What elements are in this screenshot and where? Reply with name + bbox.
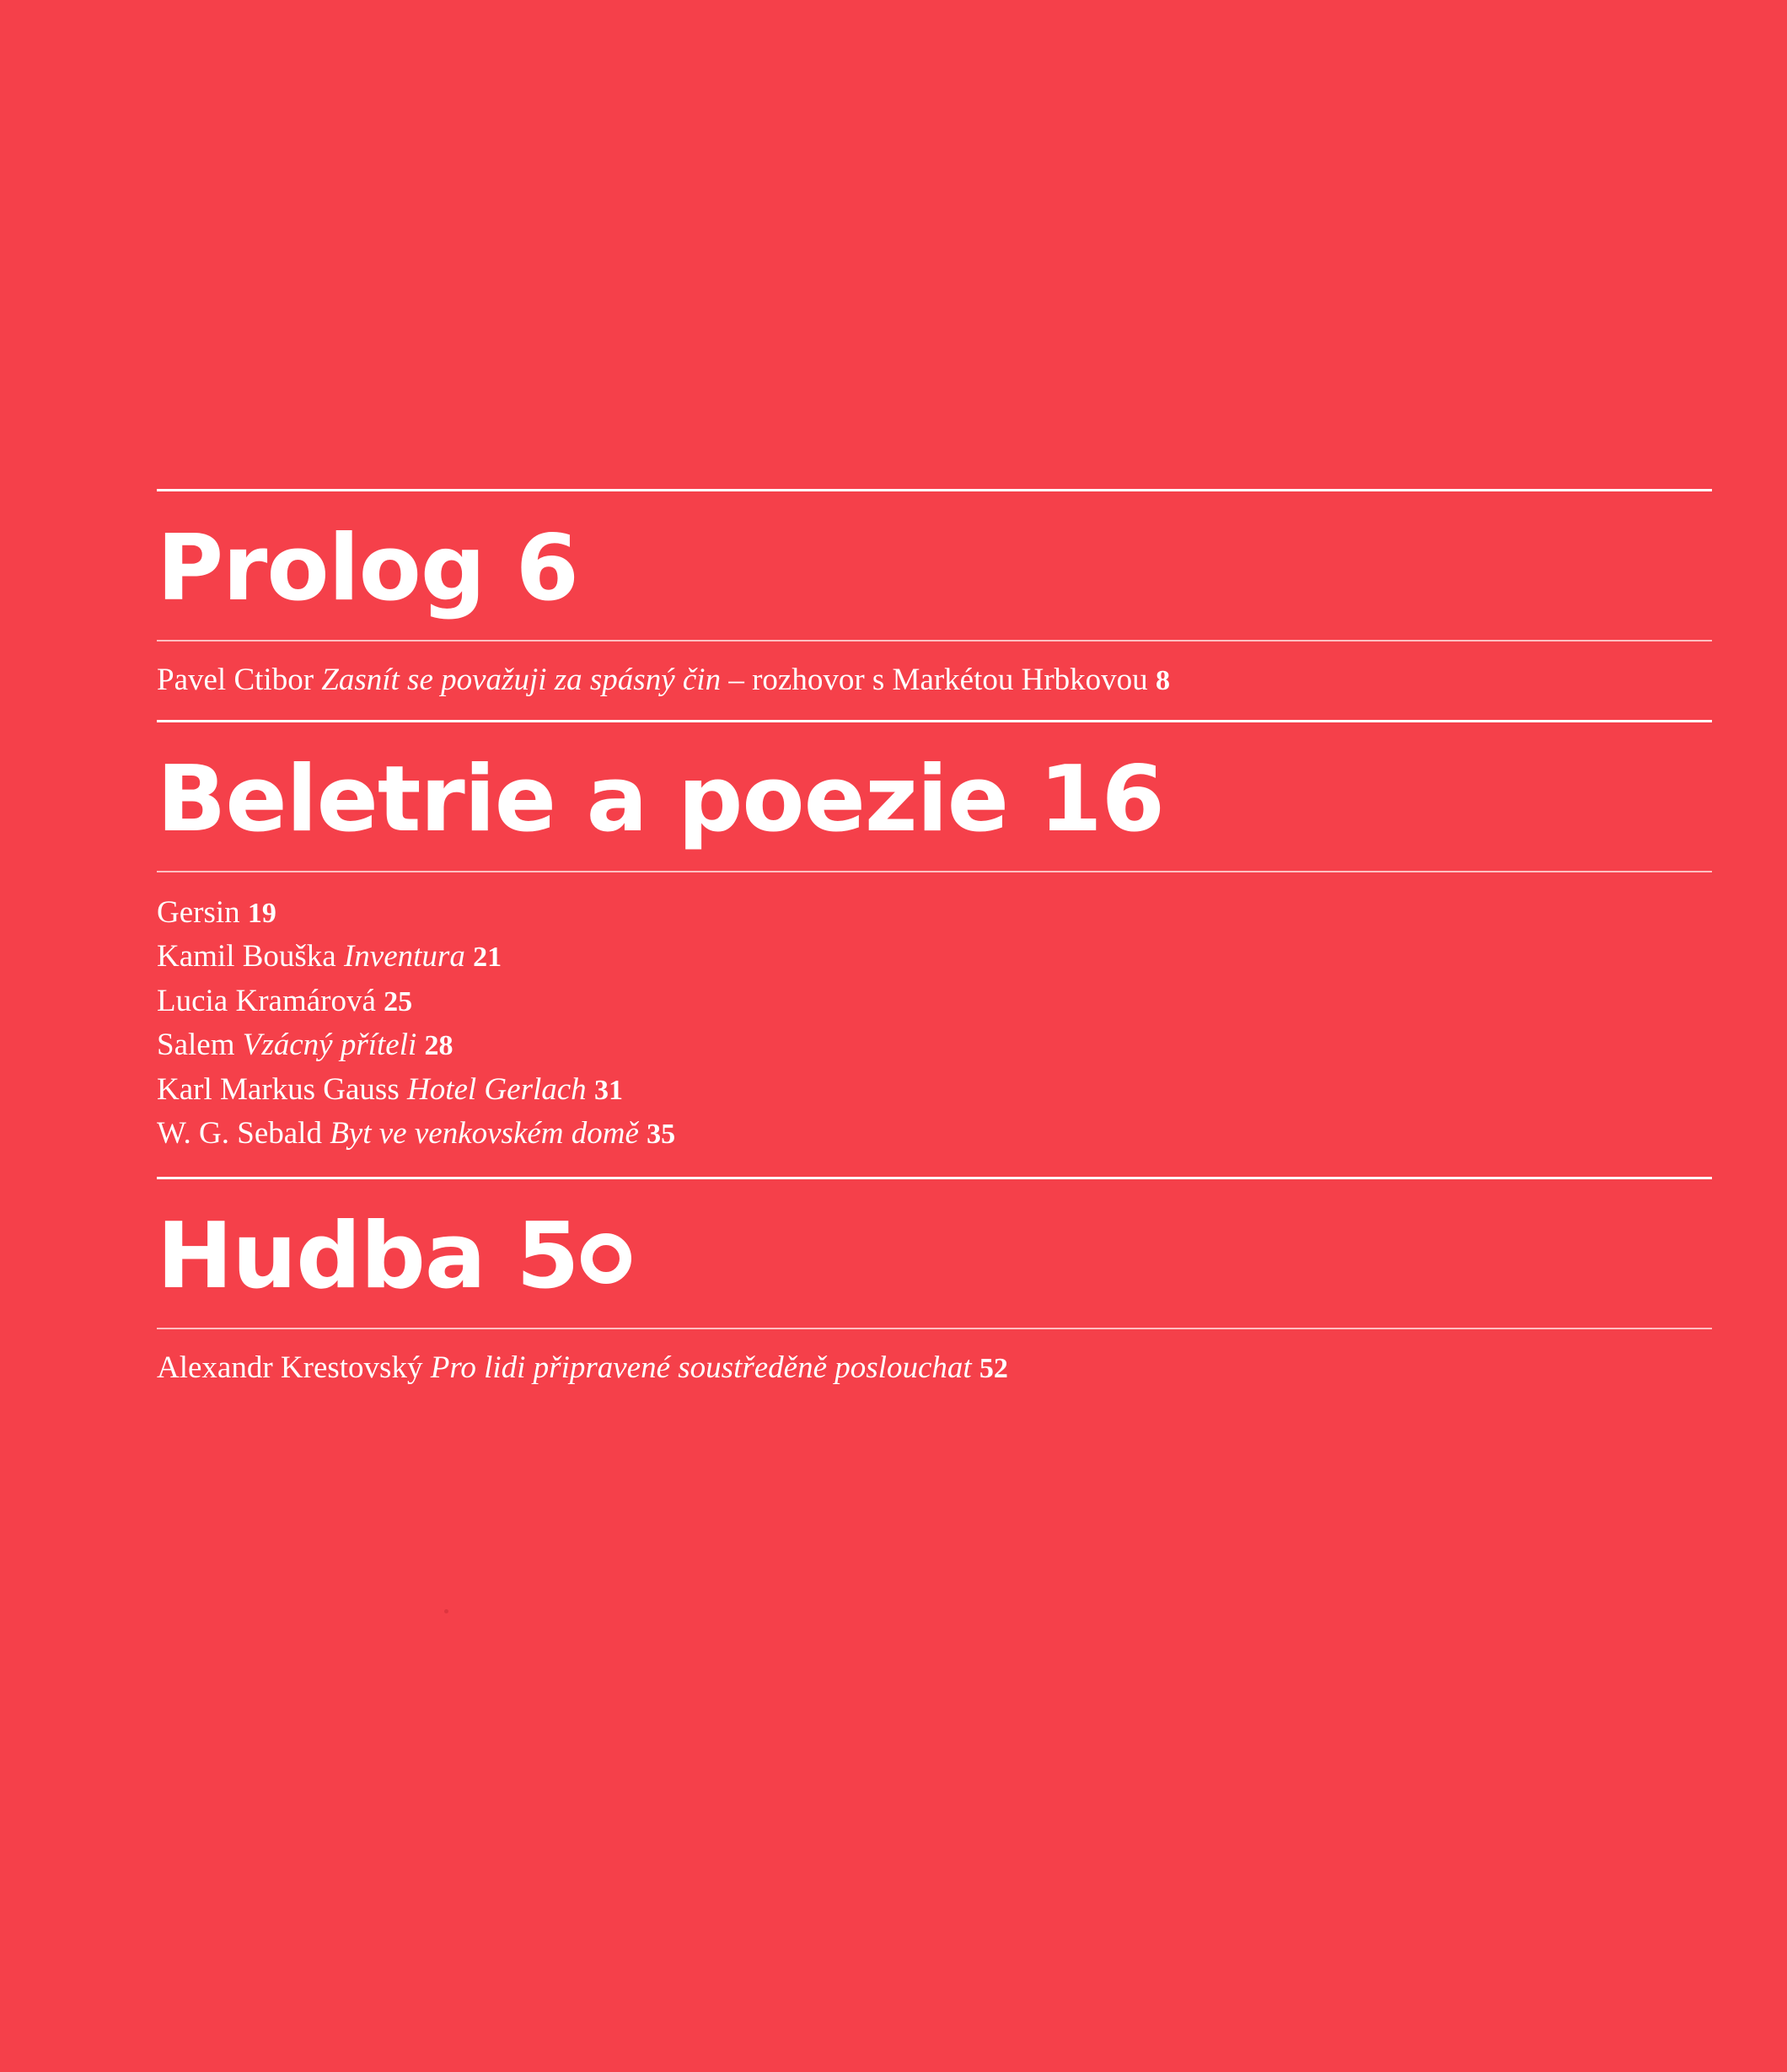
section-title-beletrie-a-poezie: Beletrie a poezie 16 bbox=[157, 746, 1164, 852]
entry-list-beletrie bbox=[157, 872, 1712, 1177]
entry-author: Pavel Ctibor bbox=[157, 663, 322, 697]
entry-suffix bbox=[639, 1116, 647, 1151]
entry-page-number: 35 bbox=[647, 1119, 676, 1151]
entry-title: Zasnít se považuji za spásný čin bbox=[321, 663, 722, 697]
list-item[interactable] bbox=[157, 1023, 1712, 1068]
entry-author: Karl Markus Gauss bbox=[157, 1071, 407, 1107]
entry-title: Hotel Gerlach bbox=[406, 1071, 587, 1107]
list-item[interactable] bbox=[157, 1112, 1712, 1157]
table-of-contents bbox=[157, 489, 1712, 1407]
entry-suffix bbox=[972, 1350, 979, 1385]
entry-suffix bbox=[465, 939, 473, 974]
list-item[interactable] bbox=[157, 935, 1712, 980]
entry-title: Byt ve venkovském domě bbox=[330, 1116, 639, 1151]
entry-author: Gersin bbox=[157, 894, 248, 930]
ring-zero-icon bbox=[581, 1233, 631, 1284]
entry-page-number: 8 bbox=[1155, 665, 1170, 696]
entry-divider bbox=[157, 640, 1712, 641]
section-title-hudba-text: Hudba 5 bbox=[157, 1203, 579, 1309]
list-item[interactable] bbox=[157, 1346, 1712, 1391]
entry-author: W. G. Sebald bbox=[157, 1116, 330, 1151]
entry-author: Lucia Kramárová bbox=[157, 983, 384, 1018]
entry-author: Kamil Bouška bbox=[157, 939, 344, 974]
entry-suffix: – rozhovor s Markétou Hrbkovou bbox=[721, 663, 1156, 697]
entry-suffix bbox=[587, 1072, 594, 1107]
entry-title: Pro lidi připravené soustředěně poslouchat bbox=[430, 1350, 972, 1385]
entry-page-number: 21 bbox=[473, 942, 502, 974]
entry-page-number: 19 bbox=[247, 897, 276, 929]
section-title-hudba bbox=[157, 1179, 1712, 1328]
section-prolog bbox=[157, 489, 1712, 720]
section-title-prolog: Prolog 6 bbox=[157, 516, 578, 621]
section-beletrie-a-poezie bbox=[157, 720, 1712, 1177]
entry-title: Vzácný příteli bbox=[242, 1028, 417, 1063]
entry-author: Alexandr Krestovský bbox=[157, 1350, 431, 1385]
section-hudba bbox=[157, 1177, 1712, 1408]
entry-divider bbox=[157, 1328, 1712, 1329]
list-item[interactable] bbox=[157, 891, 1712, 936]
entry-list-hudba bbox=[157, 1329, 1712, 1408]
list-item[interactable] bbox=[157, 980, 1712, 1024]
list-item[interactable] bbox=[157, 1068, 1712, 1113]
entry-divider bbox=[157, 871, 1712, 872]
entry-page-number: 52 bbox=[979, 1352, 1008, 1384]
entry-title: Inventura bbox=[343, 939, 465, 974]
entry-suffix bbox=[416, 1028, 424, 1062]
entry-author: Salem bbox=[157, 1028, 243, 1063]
entry-page-number: 25 bbox=[384, 985, 413, 1017]
print-speck bbox=[444, 1609, 448, 1613]
entry-page-number: 28 bbox=[424, 1030, 453, 1062]
entry-list-prolog bbox=[157, 641, 1712, 720]
list-item[interactable] bbox=[157, 658, 1712, 703]
entry-page-number: 31 bbox=[593, 1074, 623, 1106]
